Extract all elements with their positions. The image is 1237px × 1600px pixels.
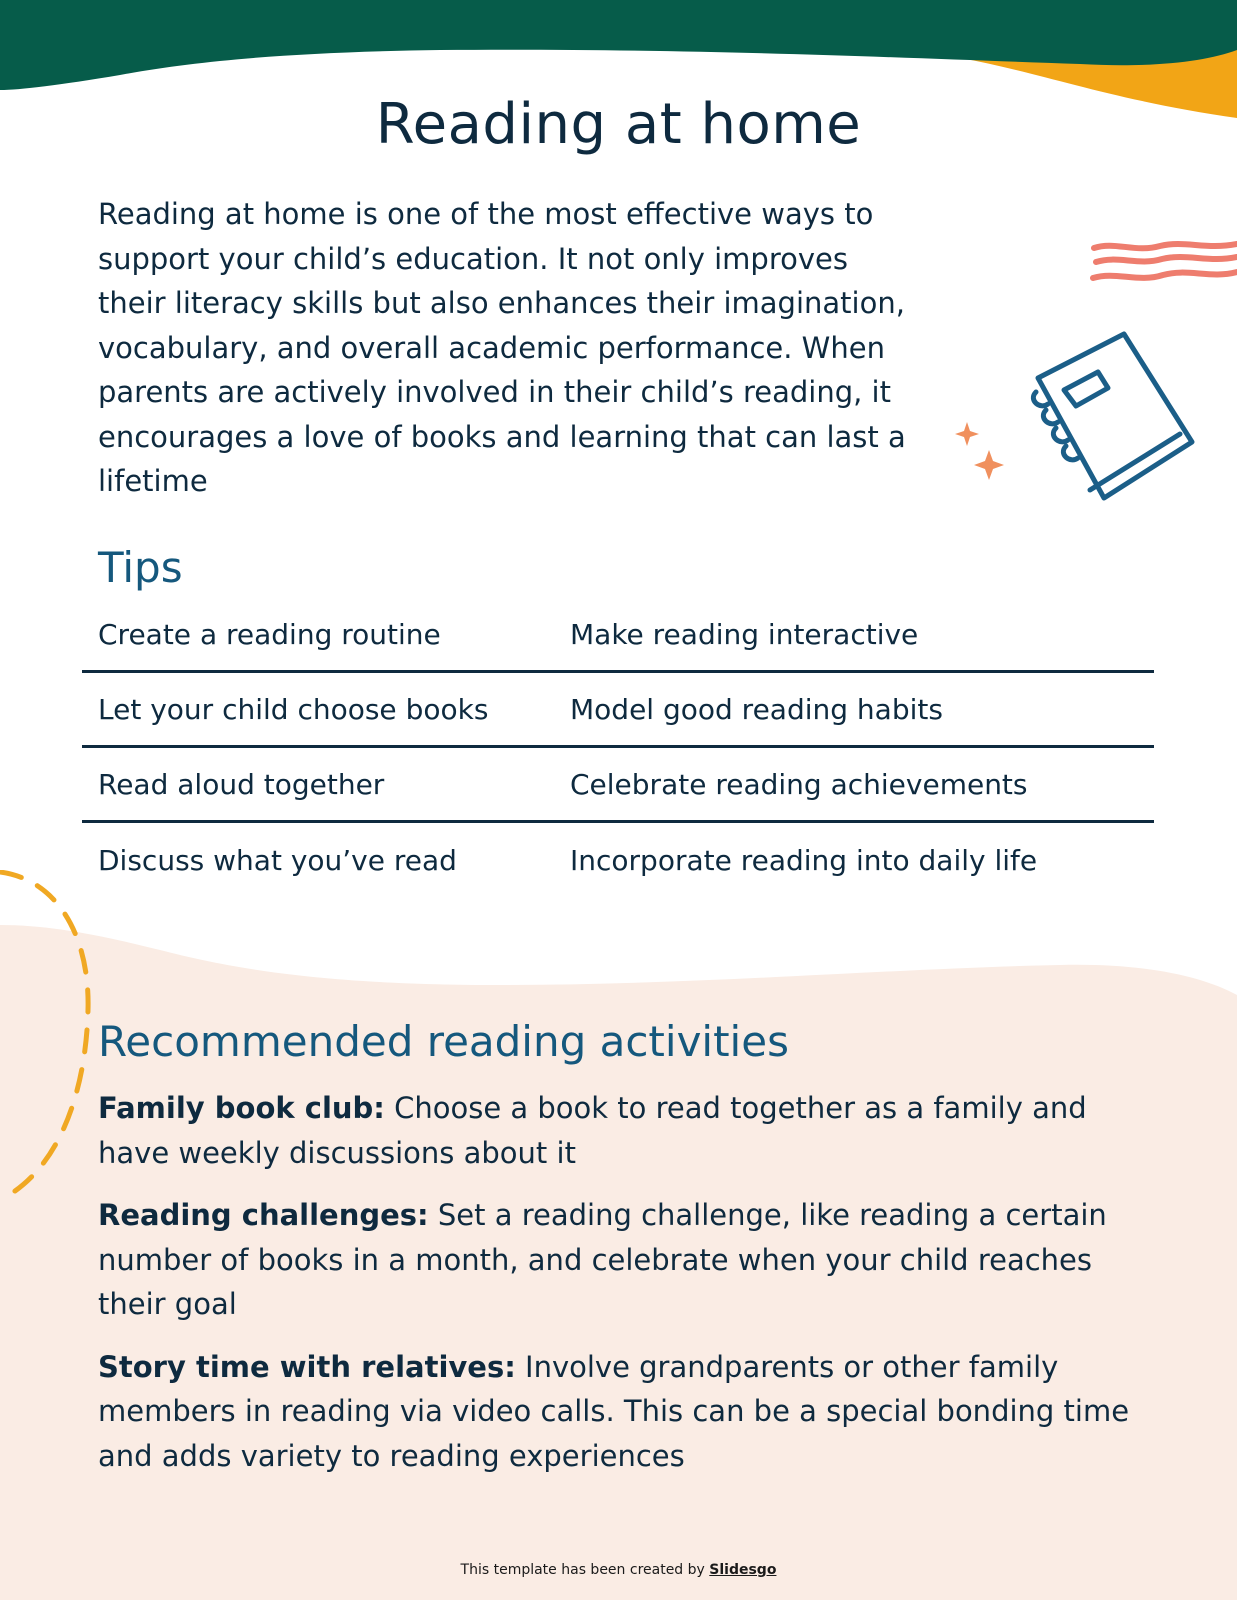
tips-table: [82, 598, 1154, 898]
activity-item: [98, 1086, 1158, 1175]
activity-text: Choose a book to read together as a family and have weekly discussions about it: [98, 1091, 1087, 1170]
tip-item: Celebrate reading achievements: [570, 767, 1028, 801]
tip-item: Incorporate reading into daily life: [570, 844, 1038, 877]
tip-item: Discuss what you’ve read: [98, 844, 457, 877]
activity-label: Reading challenges:: [98, 1198, 429, 1232]
tip-item: Read aloud together: [98, 767, 385, 801]
tip-item: Create a reading routine: [98, 617, 441, 651]
footer-text: This template has been created by: [460, 1562, 710, 1578]
tip-row: [82, 673, 1154, 748]
slidesgo-link[interactable]: Slidesgo: [709, 1562, 777, 1578]
tip-item: Make reading interactive: [570, 617, 919, 651]
tip-row: [82, 823, 1154, 898]
activity-item: [98, 1345, 1158, 1479]
activities-heading: Recommended reading activities: [98, 1017, 789, 1066]
tip-row: [82, 748, 1154, 823]
activity-text: Set a reading challenge, like reading a certain number of books in a month, and celebrate when your child reaches their goal: [98, 1198, 1107, 1321]
activity-label: Story time with relatives:: [98, 1349, 516, 1384]
footer-credit: [0, 1562, 1237, 1578]
tip-row: [82, 598, 1154, 673]
activity-label: Family book club:: [98, 1091, 385, 1125]
activity-text: Involve grandparents or other family members in reading via video calls. This can be a special bonding time and adds variety to reading experiences: [98, 1349, 1130, 1473]
intro-paragraph: Reading at home is one of the most effective ways to support your child’s education. It not only improves their literacy skills but also enhances their imagination, vocabulary, and overall academic performance. When parents are actively involved in their child’s reading, it encourages a love of books and learning that can last a lifetime: [98, 197, 906, 498]
page-title: Reading at home: [375, 92, 862, 157]
tips-heading: Tips: [98, 543, 183, 592]
activities-list: [98, 1086, 1158, 1496]
tip-item: Model good reading habits: [570, 692, 943, 726]
tip-item: Let your child choose books: [98, 692, 489, 726]
activity-item: [98, 1193, 1158, 1327]
